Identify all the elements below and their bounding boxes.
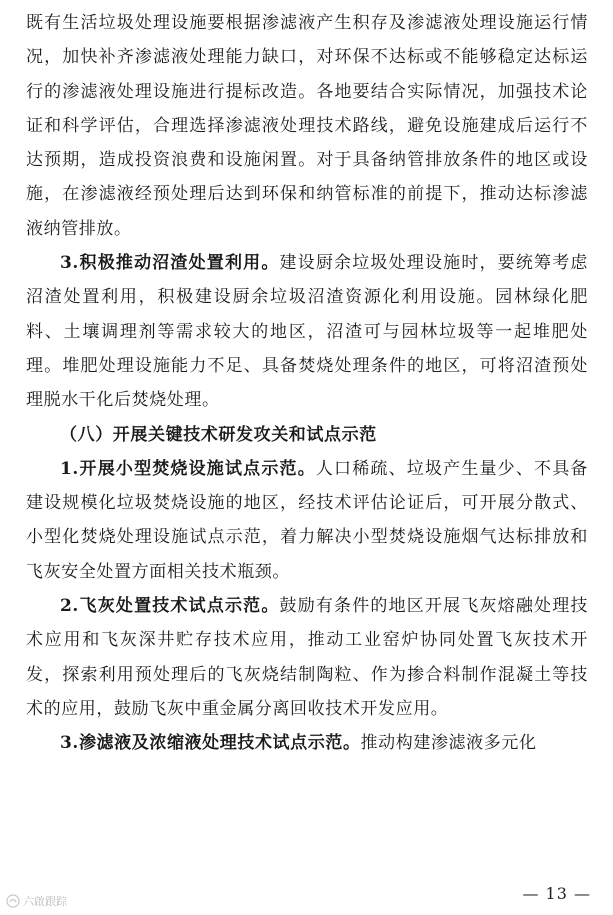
document-body xyxy=(26,6,588,761)
paragraph-lead-fly-ash: 2.飞灰处置技术试点示范。 xyxy=(60,596,280,617)
watermark-logo-icon xyxy=(6,894,20,908)
paragraph-digestate-utilization xyxy=(26,246,588,417)
watermark-text: 六啟跟踪 xyxy=(23,895,67,908)
paragraph-body-small-incineration: 人口稀疏、垃圾产生量少、不具备建设规模化垃圾焚烧设施的地区，经技术评估论证后，可开展分散式、小型化焚烧处理设施试点示范，着力解决小型焚烧设施烟气达标排放和飞灰安全处置方面相关技术瓶颈。 xyxy=(26,458,588,582)
page-number: — 13 — xyxy=(522,884,591,903)
paragraph-lead-digestate: 3.积极推动沼渣处置利用。 xyxy=(60,253,280,274)
paragraph-lead-leachate-concentrate: 3.渗滤液及浓缩液处理技术试点示范。 xyxy=(60,733,361,754)
paragraph-body-leachate-concentrate: 推动构建渗滤液多元化 xyxy=(360,733,537,754)
paragraph-body-fly-ash: 鼓励有条件的地区开展飞灰熔融处理技术应用和飞灰深井贮存技术应用，推动工业窑炉协同处置飞灰技术开发，探索利用预处理后的飞灰烧结制陶粒、作为掺合料制作混凝土等技术的应用，鼓励飞灰中重金属分离回收技术开发应用。 xyxy=(26,596,589,719)
paragraph-leachate-concentrate xyxy=(26,726,588,760)
paragraph-body-digestate: 建设厨余垃圾处理设施时，要统筹考虑沼渣处置利用，积极建设厨余垃圾沼渣资源化利用设施。园林绿化肥料、土壤调理剂等需求较大的地区，沼渣可与园林垃圾等一起堆肥处理。堆肥处理设施能力不足、具备焚烧处理条件的地区，可将沼渣预处理脱水干化后焚烧处理。 xyxy=(26,253,589,411)
paragraph-lead-small-incineration: 1.开展小型焚烧设施试点示范。 xyxy=(60,458,316,479)
watermark xyxy=(6,893,67,909)
section-heading: （八）开展关键技术研发攻关和试点示范 xyxy=(60,424,377,445)
paragraph-leachate-facilities: 既有生活垃圾处理设施要根据渗滤液产生积存及渗滤液处理设施运行情况，加快补齐渗滤液处理能力缺口，对环保不达标或不能够稳定达标运行的渗滤液处理设施进行提标改造。各地要结合实际情况，加强技术论证和科学评估，合理选择渗滤液处理技术路线，避免设施建成后运行不达预期，造成投资浪费和设施闲置。对于具备纳管排放条件的地区或设施，在渗滤液经预处理后达到环保和纳管标准的前提下，推动达标渗滤液纳管排放。 xyxy=(26,13,588,239)
paragraph-fly-ash xyxy=(26,589,588,726)
paragraph-small-incineration xyxy=(26,452,588,589)
